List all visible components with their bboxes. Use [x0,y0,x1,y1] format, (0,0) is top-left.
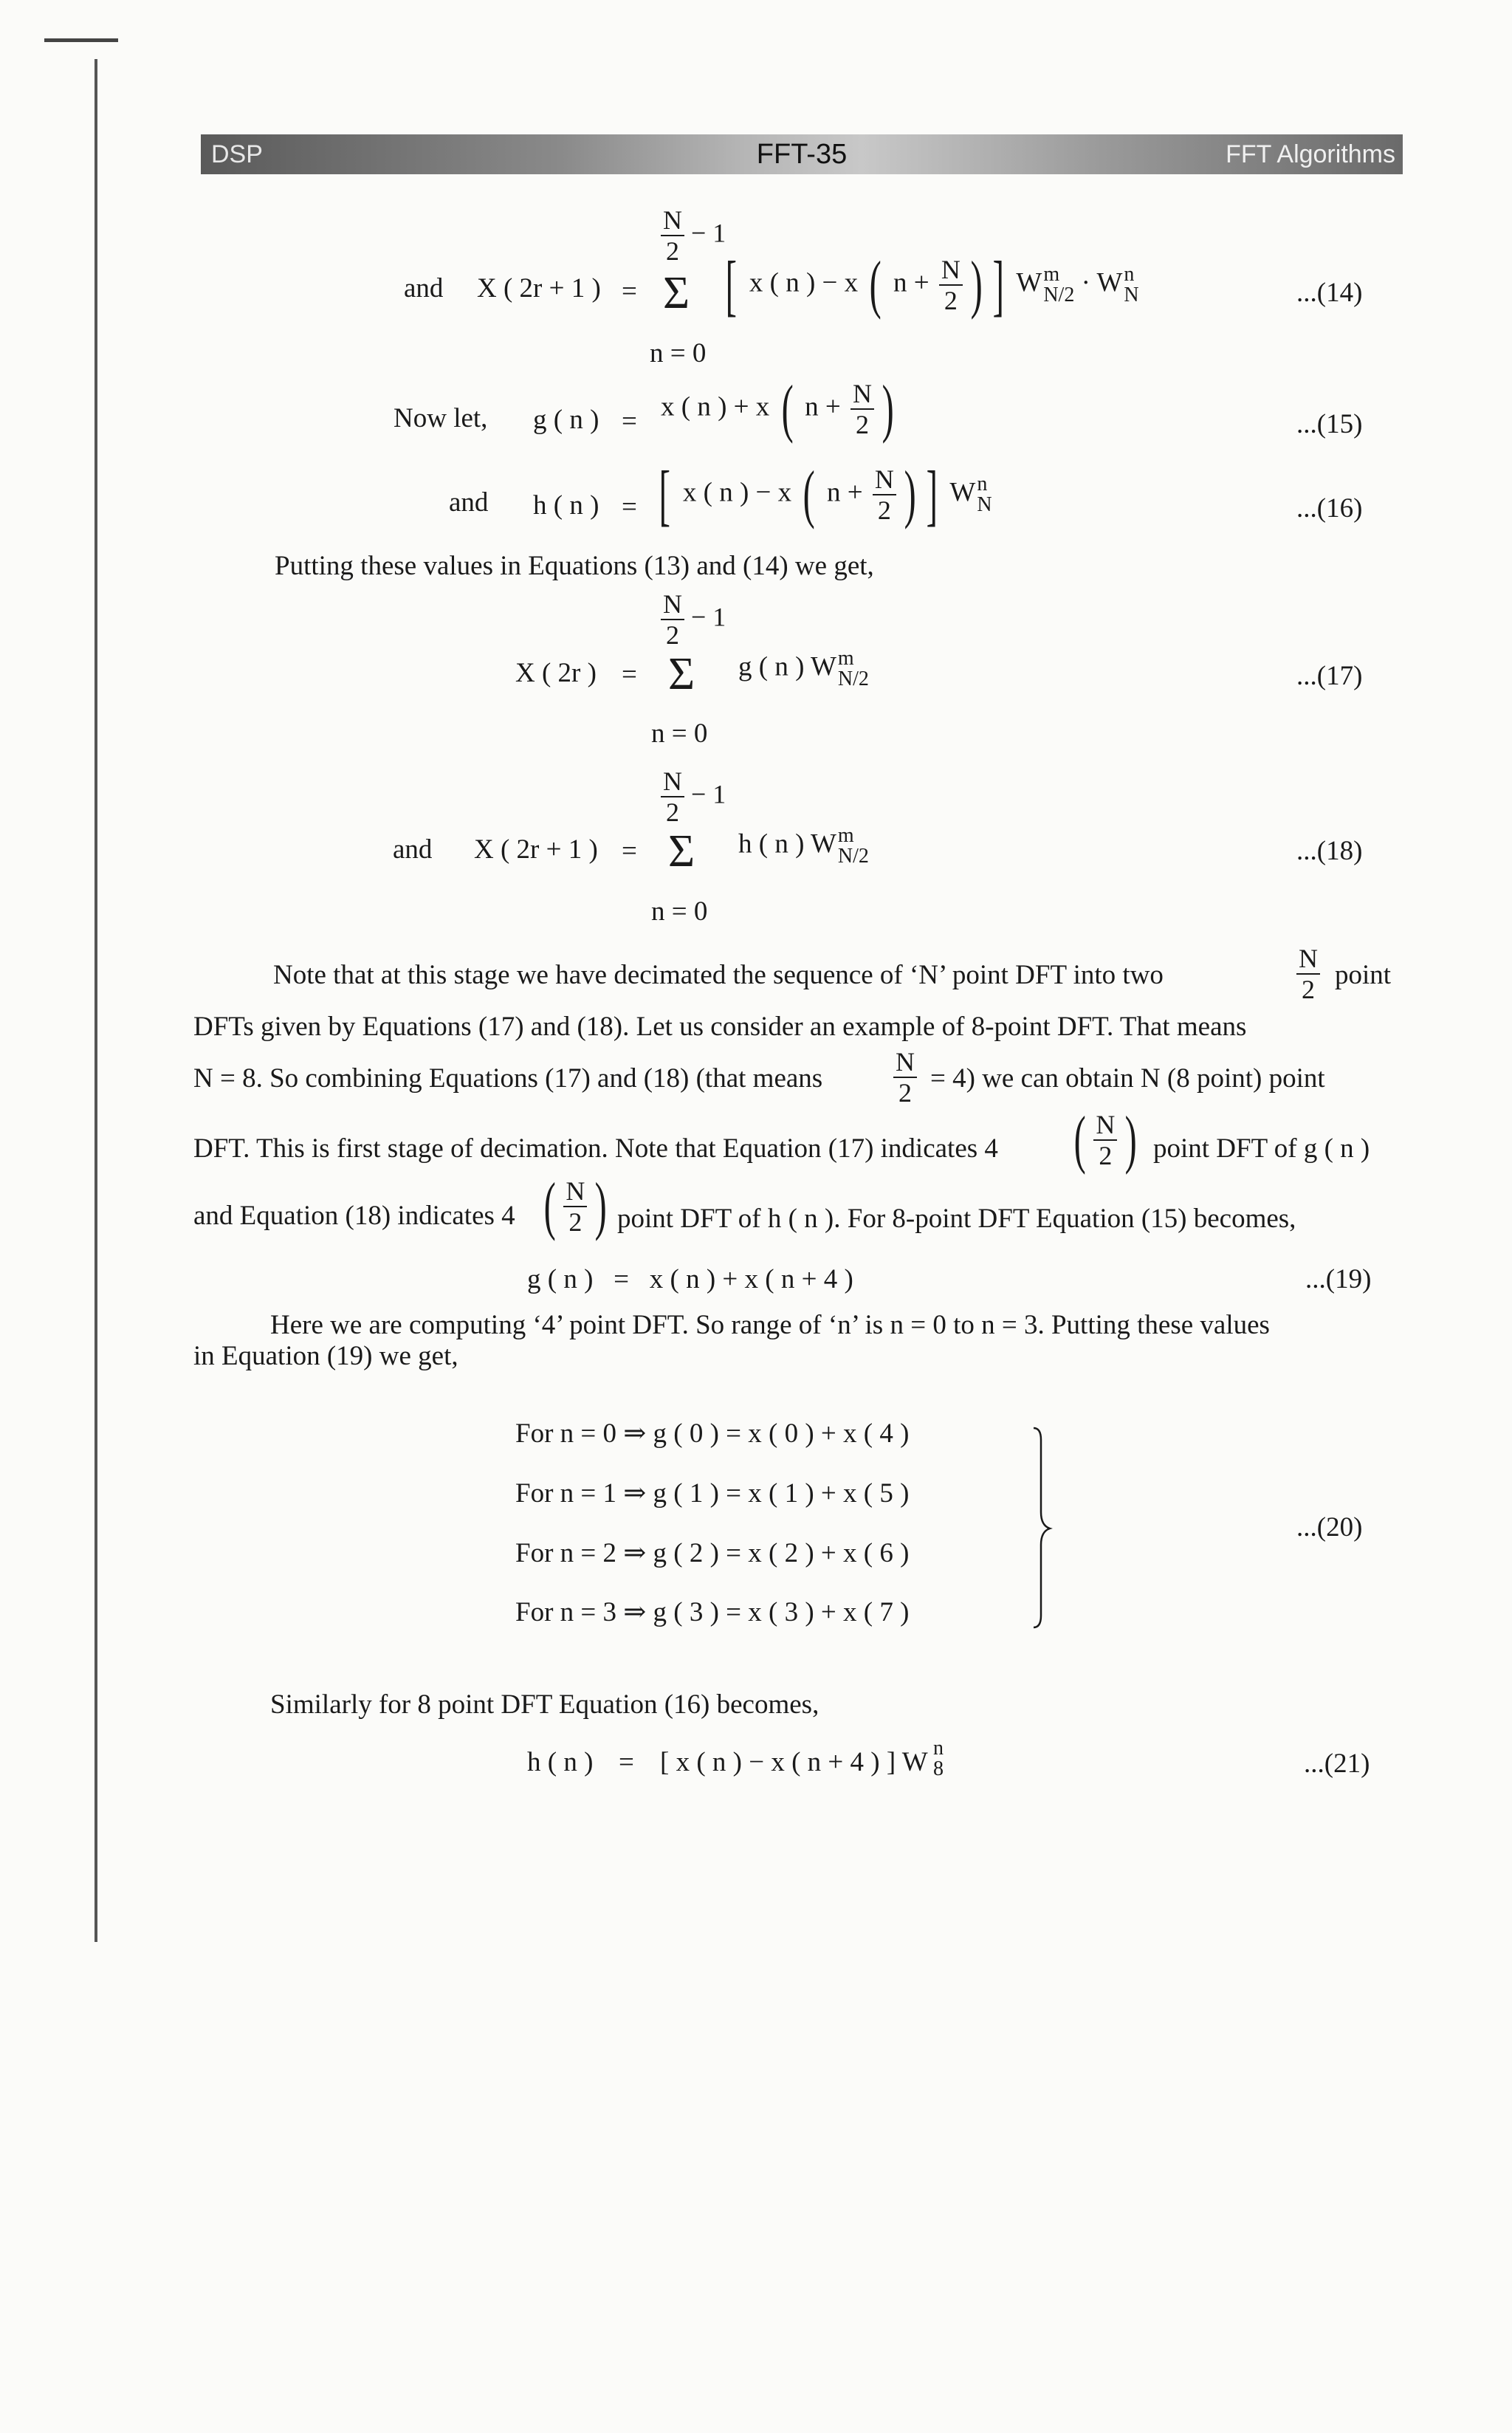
eq20-row-2: For n = 2 ⇒ g ( 2 ) = x ( 2 ) + x ( 6 ) [515,1538,910,1568]
eq16-lhs: h ( n ) [533,490,599,521]
para1-line5b: point DFT of h ( n ). For 8-point DFT Equation (15) becomes, [617,1204,1296,1234]
eq20-row-0: For n = 0 ⇒ g ( 0 ) = x ( 0 ) + x ( 4 ) [515,1418,910,1449]
para2-line2: in Equation (19) we get, [193,1341,458,1371]
eq19-number: ...(19) [1305,1264,1372,1294]
para1-line4b: point DFT of g ( n ) [1153,1133,1370,1164]
para1-line5a: and Equation (18) indicates 4 [193,1201,515,1231]
header-left: DSP [211,140,263,168]
eq18-equals: = [622,836,637,866]
eq18-sum-lower: n = 0 [651,896,708,927]
eq16-rhs: [ x ( n ) − x ( n + $\frac{N}{2}$ ) ] W n N [659,457,992,532]
eq14-lhs: X ( 2r + 1 ) [477,273,601,303]
eq18-sum-upper: $\frac{N}{2}$ − 1 [661,768,726,826]
eq19-body: g ( n ) = x ( n ) + x ( n + 4 ) [527,1264,853,1294]
eq16-equals: = [622,492,637,522]
eq14-sum-lower: n = 0 [650,338,707,368]
page-number: FFT-35 [756,139,848,170]
para1-line1a: Note that at this stage we have decimated the sequence of ‘N’ point DFT into two [273,960,1164,990]
para1-line3-frac: $\frac{N}{2}$ [890,1049,920,1106]
eq18-lead: and [393,834,433,865]
para1-frac: $\frac{N}{2}$ [1293,945,1323,1003]
eq15-number: ...(15) [1296,409,1363,439]
similarly-text: Similarly for 8 point DFT Equation (16) becomes, [270,1689,819,1720]
eq17-sigma: Σ [668,649,695,699]
eq17-sum-upper: $\frac{N}{2}$ − 1 [661,591,726,648]
eq17-number: ...(17) [1296,661,1363,691]
eq16-lead: and [449,487,489,518]
page-binding-line [94,59,97,1942]
eq18-sigma: Σ [668,826,695,876]
eq21-number: ...(21) [1304,1749,1370,1779]
para1-line5-paren: ( $\frac{N}{2}$ ) [543,1170,608,1242]
putting-text: Putting these values in Equations (13) and (14) we get, [275,551,874,581]
eq14-equals: = [622,276,637,306]
eq17-equals: = [622,659,637,690]
eq14-sigma: Σ [663,268,690,318]
eq14-number: ...(14) [1296,278,1363,308]
eq20-right-brace [1031,1425,1060,1632]
eq15-lhs: g ( n ) [533,405,599,435]
eq20-row-1: For n = 1 ⇒ g ( 1 ) = x ( 1 ) + x ( 5 ) [515,1478,910,1509]
eq18-lhs: X ( 2r + 1 ) [474,834,598,865]
eq14-sum-upper: $\frac{N}{2}$ − 1 [661,207,712,264]
eq14-summand: [ x ( n ) − x ( n + $\frac{N}{2}$ ) ] W m N/2 · W n N [725,247,1139,323]
eq14-lead: and [404,273,444,303]
eq17-sum-lower: n = 0 [651,718,708,749]
para2-line1: Here we are computing ‘4’ point DFT. So range of ‘n’ is n = 0 to n = 3. Putting these values [270,1310,1270,1340]
para1-line3b: = 4) we can obtain N (8 point) point [930,1063,1325,1094]
page-binding-mark [44,38,118,42]
eq20-number: ...(20) [1296,1512,1363,1542]
header-right: FFT Algorithms [1226,140,1395,168]
eq16-number: ...(16) [1296,493,1363,524]
eq18-number: ...(18) [1296,836,1363,866]
para1-line4a: DFT. This is first stage of decimation. Note that Equation (17) indicates 4 [193,1133,998,1164]
eq15-lead: Now let, [394,403,488,433]
eq21-equals: = [619,1747,634,1777]
para1-line1b: point [1335,960,1392,990]
eq21-rhs: [ x ( n ) − x ( n + 4 ) ] W [660,1747,928,1777]
eq18-summand: h ( n ) W m N/2 [738,824,869,868]
eq17-lhs: X ( 2r ) [515,658,597,688]
eq17-summand: g ( n ) W m N/2 [738,647,869,690]
para1-line2: DFTs given by Equations (17) and (18). Let us consider an example of 8-point DFT. That means [193,1012,1247,1042]
para1-line4-paren: ( $\frac{N}{2}$ ) [1073,1104,1138,1176]
eq15-equals: = [622,406,637,436]
eq21-lhs: h ( n ) [527,1747,594,1777]
eq20-row-3: For n = 3 ⇒ g ( 3 ) = x ( 3 ) + x ( 7 ) [515,1597,910,1627]
para1-line3a: N = 8. So combining Equations (17) and (18) (that means [193,1063,823,1094]
eq21-rhs-scripts: n 8 [933,1737,944,1780]
eq15-rhs: x ( n ) + x ( n + $\frac{N}{2}$ ) [661,373,894,445]
running-header [201,134,1403,174]
